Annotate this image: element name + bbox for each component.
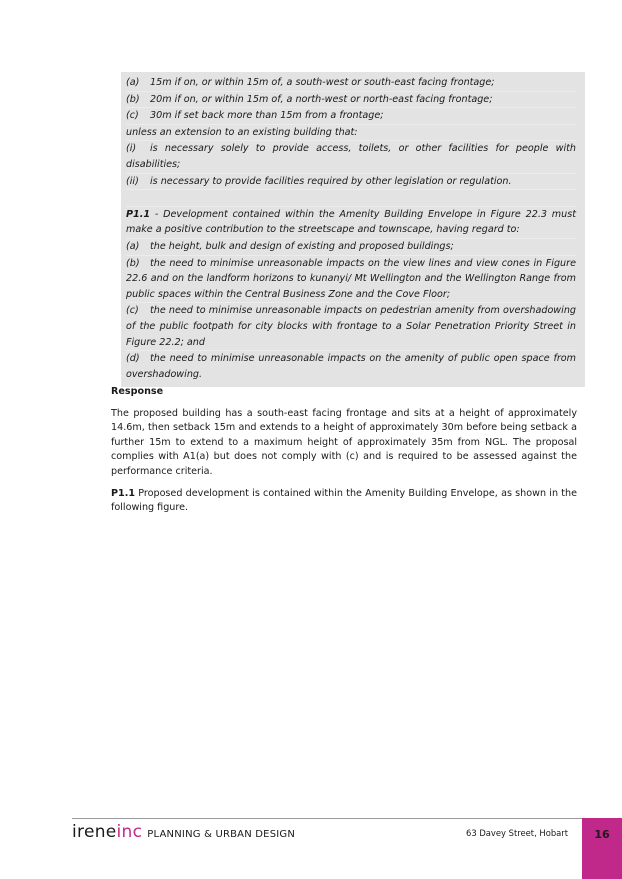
footer-divider	[72, 818, 582, 819]
quote-line: (i) is necessary solely to provide access, toilets, or other facilities for people with disabilities;	[126, 141, 576, 173]
response-paragraph: The proposed building has a south-east facing frontage and sits at a height of approximately 14.6m, then setback 15m and extends to a height of approximately 30m before being setback a further 15m to extend to a maximum height of approximately 35m from NGL. The proposal complies with A1(a) but does not comply with (c) and is required to be assessed against the performance criteria.	[111, 407, 577, 477]
quote-line: unless an extension to an existing building that:	[126, 125, 576, 142]
p11-intro: P1.1 - Development contained within the Amenity Building Envelope in Figure 22.3 must make a positive contribution to the streetscape and townscape, having regard to:	[126, 207, 576, 239]
footer-address: 63 Davey Street, Hobart	[466, 828, 568, 838]
p11-item: (b) the need to minimise unreasonable impacts on the view lines and view cones in Figure 22.6 and on the landform horizons to kunanyi/ Mt Wellington and the Wellington Range from public spaces within the Central Business Zone and the Cove Floor;	[126, 256, 576, 304]
quote-line: (a) 15m if on, or within 15m of, a south-west or south-east facing frontage;	[126, 75, 576, 92]
p11-item: (a) the height, bulk and design of existing and proposed buildings;	[126, 239, 576, 256]
quote-line: (ii) is necessary to provide facilities required by other legislation or regulation.	[126, 174, 576, 191]
planning-scheme-quote	[121, 72, 585, 387]
brand-name-irene: irene	[72, 822, 117, 842]
p11-item: (d) the need to minimise unreasonable impacts on the amenity of public open space from overshadowing.	[126, 353, 576, 380]
quote-line: (c) 30m if set back more than 15m from a frontage;	[126, 108, 576, 125]
brand-logo	[72, 822, 295, 842]
brand-tagline: PLANNING & URBAN DESIGN	[147, 829, 296, 840]
response-section	[111, 385, 577, 523]
response-paragraph-p11: P1.1 Proposed development is contained within the Amenity Building Envelope, as shown in the following figure.	[111, 487, 577, 514]
response-heading: Response	[111, 386, 164, 397]
page-number: 16	[582, 818, 622, 879]
quote-spacer	[126, 190, 576, 207]
brand-name-inc: inc	[116, 822, 143, 842]
quote-line: (b) 20m if on, or within 15m of, a north-west or north-east facing frontage;	[126, 92, 576, 109]
p11-item: (c) the need to minimise unreasonable impacts on pedestrian amenity from overshadowing of the public footpath for city blocks with frontage to a Solar Penetration Priority Street in Figure 22.2; and	[126, 303, 576, 351]
